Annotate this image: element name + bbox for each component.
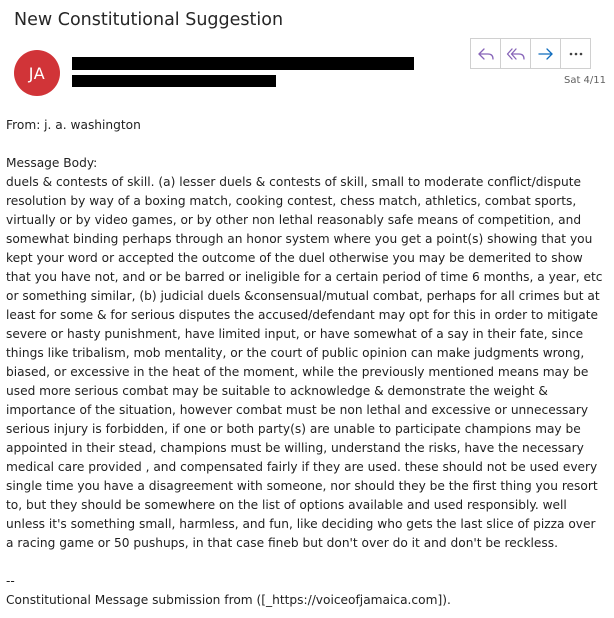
message-body-label: Message Body: xyxy=(6,156,98,170)
reply-icon xyxy=(477,46,495,62)
reply-all-button[interactable] xyxy=(500,38,531,69)
avatar-initials: JA xyxy=(28,63,46,83)
forward-button[interactable] xyxy=(530,38,561,69)
submission-footer: Constitutional Message submission from ([_https://voiceofjamaica.com]). xyxy=(6,593,451,607)
more-icon xyxy=(567,46,585,62)
forward-icon xyxy=(537,46,555,62)
from-line: From: j. a. washington xyxy=(6,118,141,132)
message-actions xyxy=(470,38,591,69)
reply-all-icon xyxy=(506,46,526,62)
redacted-sender-name xyxy=(72,57,414,70)
sender-avatar xyxy=(14,50,60,96)
message-date: Sat 4/11 xyxy=(563,75,606,86)
more-actions-button[interactable] xyxy=(560,38,591,69)
reply-button[interactable] xyxy=(470,38,501,69)
signature-separator: -- xyxy=(6,574,15,588)
redacted-recipient xyxy=(72,75,276,87)
message-body xyxy=(6,116,606,610)
email-subject: New Constitutional Suggestion xyxy=(14,10,284,30)
message-content: duels & contests of skill. (a) lesser duels & contests of skill, small to moderate conflict/dispute resolution by way of a boxing match, cooking contest, chess match, athletics, combat sports, virtually or by video games, or by other non lethal reasonably safe means of competition, and somewhat binding perhaps through an honor system where you get a point(s) showing that you kept your word or accepted the outcome of the duel otherwise you may be demerited to show that you have not, and or be barred or ineligible for a certain period of time 6 months, a year, etc or something similar, (b) judicial duels &consensual/mutual combat, perhaps for all crimes but at least for some & for serious disputes the accused/defendant may opt for this in order to mitigate severe or hasty punishment, have limited input, or have somewhat of a say in their fate, since things like tribalism, mob mentality, or the court of public opinion can make judgments wrong, biased, or excessive in the heat of the moment, while the previously mentioned means may be used more serious combat may be suitable to acknowledge & demonstrate the weight & importance of the situation, however combat must be non lethal and excessive or unnecessary serious injury is forbidden, if one or both party(s) are unable to participate champions may be appointed in their stead, champions must be willing, understand the risks, have the necessary medical care provided , and compensated fairly if they are used. these should not be used every single time you have a disagreement with someone, nor should they be the first thing you resort to, but they should be somewhere on the list of options available and used responsibly. well unless it's something small, harmless, and fun, like deciding who gets the last slice of pizza over a racing game or 50 pushups, in that case fineb but don't over do it and don't be reckless. xyxy=(6,175,607,550)
